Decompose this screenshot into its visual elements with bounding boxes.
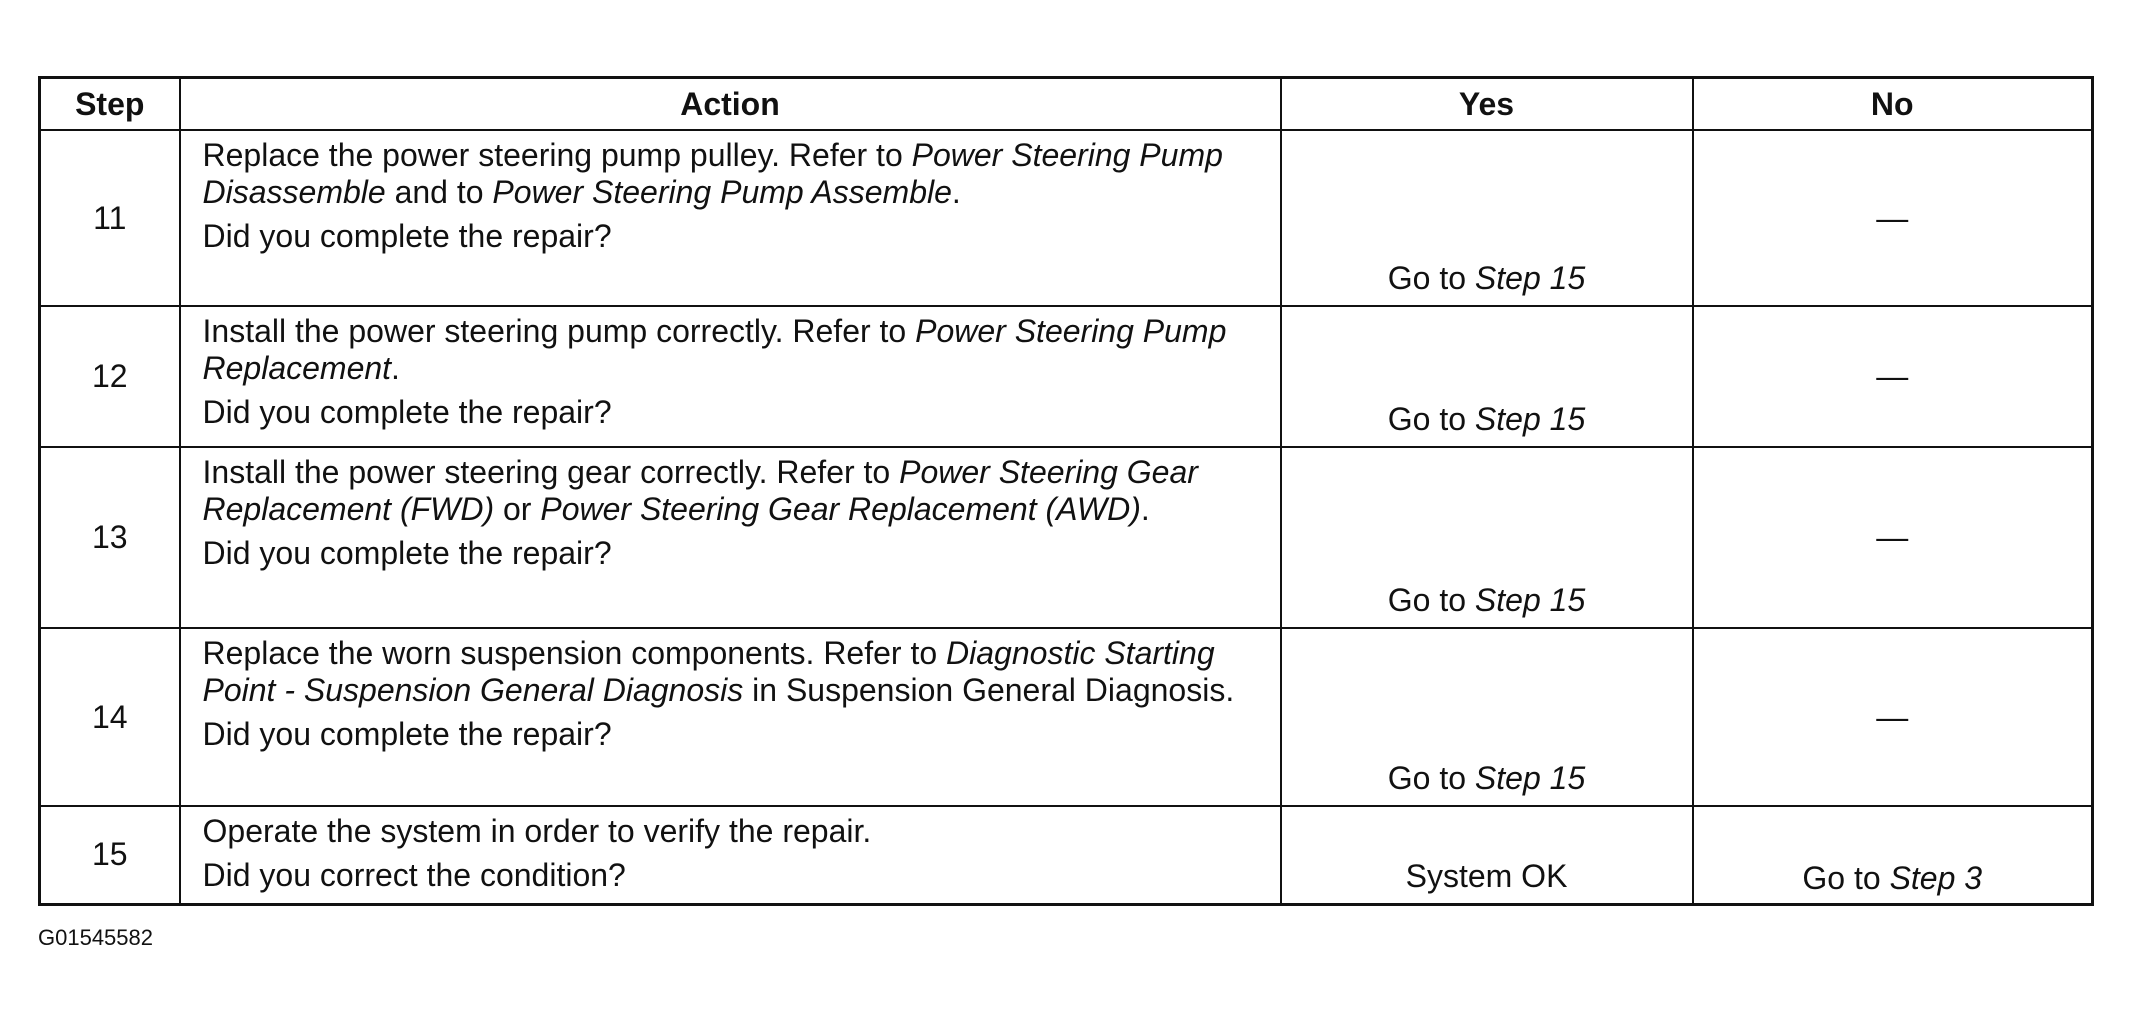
- action-question: Did you correct the condition?: [202, 857, 626, 893]
- yes-result: [1281, 628, 1693, 806]
- cross-reference-text: Power Steering Pump Replacement: [202, 313, 1227, 386]
- action-question: Did you complete the repair?: [202, 394, 612, 430]
- text-run: —: [1876, 358, 1909, 394]
- cross-reference-text: Step 15: [1474, 401, 1586, 437]
- action-instruction: [203, 137, 1262, 211]
- step-number: 12: [40, 306, 180, 447]
- cross-reference-text: Step 15: [1474, 760, 1586, 796]
- table-row: [40, 447, 2093, 628]
- figure-id-label: G01545582: [38, 925, 153, 950]
- action-cell: [180, 628, 1281, 806]
- cross-reference-text: Power Steering Gear Replacement (FWD): [202, 454, 1198, 527]
- table-row: [40, 130, 2093, 306]
- text-run: —: [1876, 519, 1909, 555]
- text-run: Go to: [1387, 401, 1475, 437]
- yes-result: [1281, 130, 1693, 306]
- table-row: [40, 806, 2093, 904]
- no-result: [1693, 306, 2093, 447]
- action-instruction: [203, 454, 1262, 528]
- text-run: Operate the system in order to verify the repair.: [202, 813, 872, 849]
- table-header-row: [40, 78, 2093, 131]
- no-column-header: No: [1693, 78, 2093, 131]
- text-run: .: [951, 174, 961, 210]
- text-run: —: [1876, 698, 1909, 735]
- diagnostic-table: [38, 76, 2094, 906]
- text-run: and to: [385, 174, 493, 210]
- action-question: Did you complete the repair?: [202, 535, 612, 571]
- no-result: [1693, 130, 2093, 306]
- text-run: Go to: [1802, 859, 1890, 896]
- action-column-header: Action: [180, 78, 1281, 131]
- text-run: Go to: [1387, 260, 1475, 296]
- action-question: Did you complete the repair?: [202, 218, 612, 254]
- text-run: Replace the power steering pump pulley. Refer to: [202, 137, 912, 173]
- table-row: [40, 628, 2093, 806]
- action-cell: [180, 130, 1281, 306]
- no-result: [1693, 628, 2093, 806]
- text-run: .: [1140, 491, 1150, 527]
- no-result: [1693, 447, 2093, 628]
- text-run: Install the power steering pump correctly. Refer to: [202, 313, 916, 349]
- step-number: 14: [40, 628, 180, 806]
- text-run: —: [1876, 199, 1909, 236]
- yes-result: [1281, 447, 1693, 628]
- text-run: .: [391, 350, 400, 386]
- table-row: [40, 306, 2093, 447]
- cross-reference-text: Diagnostic Starting Point - Suspension General Diagnosis: [202, 635, 1215, 708]
- action-instruction: [203, 313, 1262, 387]
- action-cell: [180, 447, 1281, 628]
- action-cell: [180, 806, 1281, 904]
- step-number: 15: [40, 806, 180, 904]
- cross-reference-text: Power Steering Pump Disassemble: [202, 137, 1223, 210]
- text-run: System OK: [1405, 857, 1568, 894]
- action-question: Did you complete the repair?: [202, 716, 612, 752]
- step-number: 13: [40, 447, 180, 628]
- step-column-header: Step: [40, 78, 180, 131]
- no-result: [1693, 806, 2093, 904]
- yes-result: [1281, 806, 1693, 904]
- text-run: Install the power steering gear correctly. Refer to: [202, 454, 900, 490]
- cross-reference-text: Step 3: [1889, 859, 1983, 896]
- text-run: in Suspension General Diagnosis.: [743, 672, 1235, 708]
- text-run: Go to: [1387, 582, 1475, 618]
- cross-reference-text: Step 15: [1474, 260, 1586, 296]
- cross-reference-text: Step 15: [1474, 582, 1586, 618]
- action-instruction: [203, 813, 1262, 850]
- step-number: 11: [40, 130, 180, 306]
- action-cell: [180, 306, 1281, 447]
- text-run: or: [494, 491, 541, 527]
- action-instruction: [203, 635, 1262, 709]
- text-run: Go to: [1387, 760, 1475, 796]
- yes-result: [1281, 306, 1693, 447]
- text-run: Replace the worn suspension components. Refer to: [202, 635, 947, 671]
- cross-reference-text: Power Steering Pump Assemble: [492, 174, 952, 210]
- cross-reference-text: Power Steering Gear Replacement (AWD): [540, 491, 1141, 527]
- yes-column-header: Yes: [1281, 78, 1693, 131]
